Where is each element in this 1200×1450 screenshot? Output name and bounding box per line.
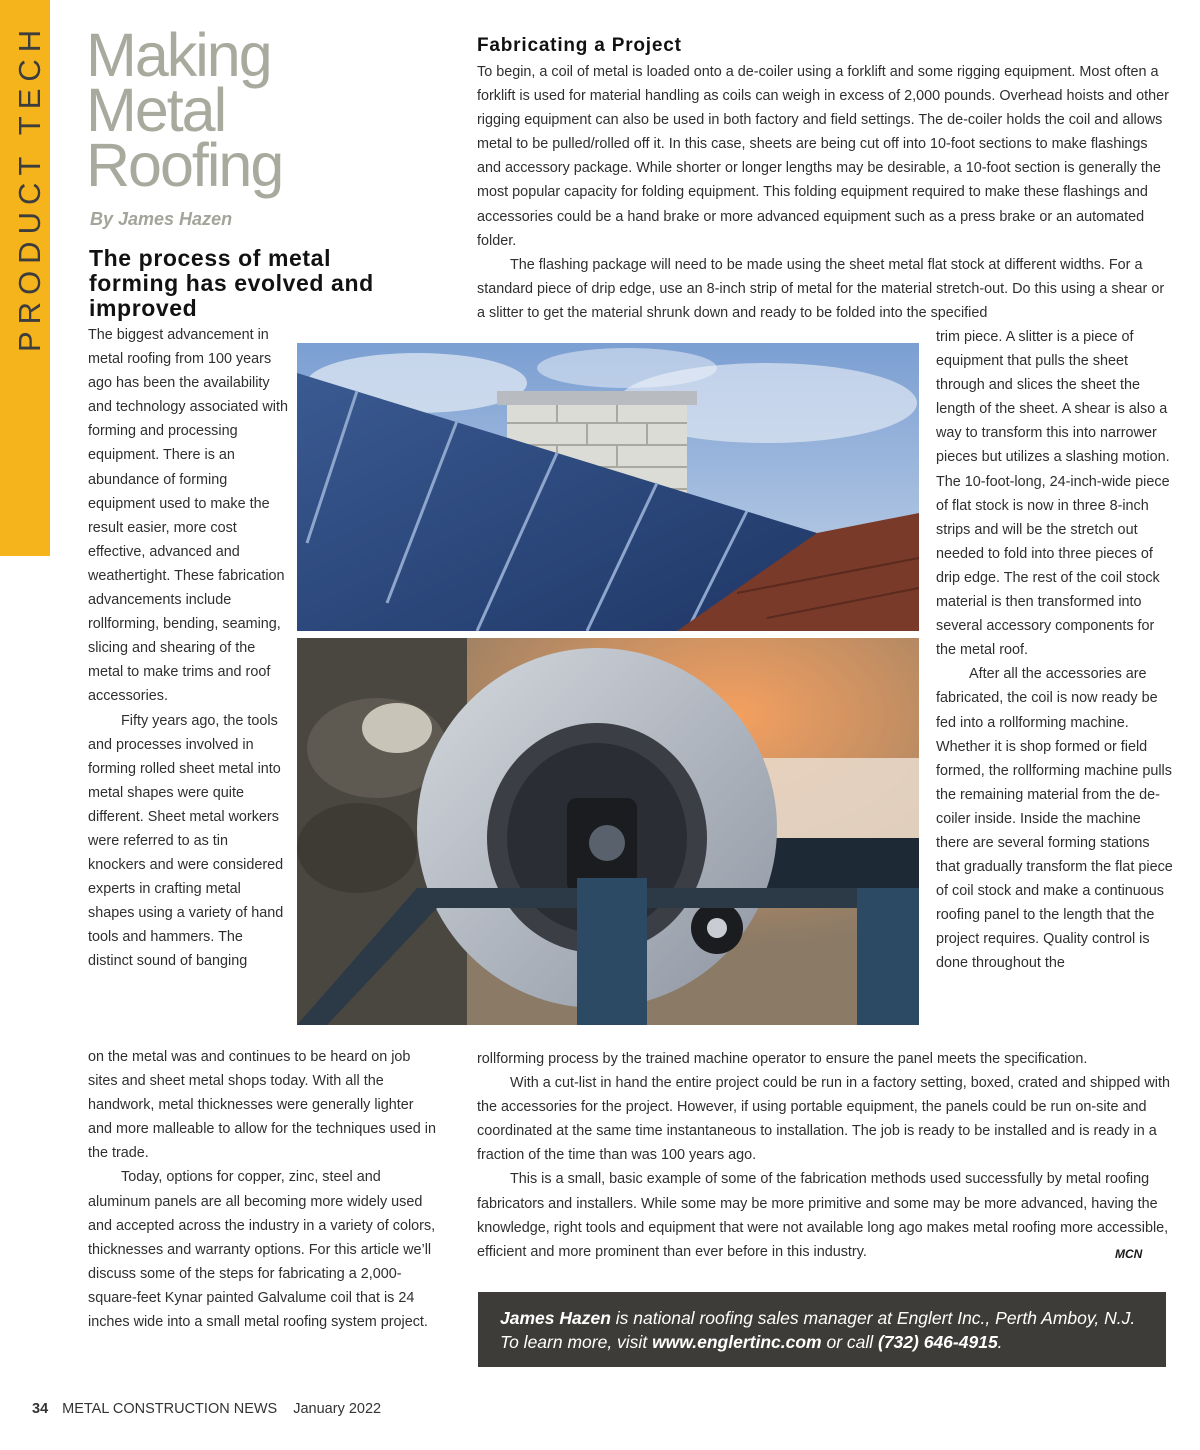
- svg-text:MCN: MCN: [1115, 1247, 1143, 1261]
- title-line: Roofing: [86, 131, 283, 199]
- title-line: Metal: [86, 76, 226, 144]
- author-bio-box: [478, 1292, 1166, 1367]
- section-heading: Fabricating a Project: [477, 35, 682, 56]
- title-line: Making: [86, 21, 271, 89]
- section-label: PRODUCT TECH: [12, 22, 47, 352]
- bio-part: or call: [821, 1332, 878, 1352]
- subhead: The process of metal forming has evolved and improved: [89, 245, 374, 321]
- bio-part: .: [997, 1332, 1003, 1352]
- left-column-narrow: [88, 323, 288, 974]
- page-footer: [32, 1401, 381, 1417]
- paragraph: This is a small, basic example of some of the fabrication methods used successfully by metal roofing fabricators and installers. While some may be more primitive and some may be more advanced, having the knowledge, right tools and equipment that were not available long ago makes metal roofing more accessible, efficient and more prominent than ever before in this industry.: [477, 1171, 1169, 1260]
- coil-photo: [297, 638, 919, 1025]
- paragraph: To begin, a coil of metal is loaded onto a de-coiler using a forklift and some rigging equipment. Most often a forklift is used for material handling as coils can weigh in excess of 2,000 pounds. Overhead hoists and other rigging equipment can also be used in both factory and field settings. The de-coiler holds the coil and allows metal to be pulled/rolled off it. In this case, sheets are being cut off into 10-foot sections to make flashings and accessory package. While shorter or longer lengths may be desirable, a 10-foot section is generally the most popular capacity for folding equipment. This folding equipment required to make these flashings and accessories could be a hand brake or more advanced equipment such as a press brake or an automated folder.: [477, 64, 1169, 249]
- byline: By James Hazen: [90, 209, 233, 229]
- paragraph: With a cut-list in hand the entire project could be run in a factory setting, boxed, crated and shipped with the accessories for the project. However, if using portable equipment, the panels could be run on-site and coordinated at the same time instantaneous to installation. The job is ready to be installed and is ready in a fraction of the time than was 100 years ago.: [477, 1075, 1170, 1164]
- author-name: James Hazen: [500, 1308, 611, 1328]
- right-column-narrow: [936, 325, 1176, 976]
- right-column-top: [477, 60, 1172, 325]
- coil-illustration: [297, 638, 919, 1025]
- roof-photo: [297, 343, 919, 631]
- mcn-end-mark: [1115, 1243, 1145, 1263]
- right-column-bottom: [477, 1047, 1172, 1264]
- author-bio-text: [500, 1306, 1150, 1354]
- publication-name: METAL CONSTRUCTION NEWS: [62, 1401, 278, 1417]
- paragraph: rollforming process by the trained machine operator to ensure the panel meets the specification.: [477, 1051, 1088, 1067]
- left-column-wide: [88, 1045, 438, 1334]
- page-number: 34: [32, 1401, 49, 1417]
- paragraph: on the metal was and continues to be heard on job sites and sheet metal shops today. With all the handwork, metal thicknesses were generally lighter and more malleable to allow for the techniques used in the trade.: [88, 1049, 436, 1162]
- roof-illustration: [297, 343, 919, 631]
- paragraph: After all the accessories are fabricated, the coil is now ready be fed into a rollforming machine. Whether it is shop formed or field formed, the rollforming machine pulls the remaining material from the de-coiler inside. Inside the machine there are several forming stations that gradually transform the flat piece of coil stock and make a continuous roofing panel to the length that the project requires. Quality control is done throughout the: [936, 666, 1173, 972]
- paragraph: The biggest advancement in metal roofing from 100 years ago has been the availability and technology associated with forming and processing equipment. There is an abundance of forming equipment used to make the result easier, more cost effective, advanced and weathertight. These fabrication advancements include rollforming, bending, seaming, slicing and shearing of the metal to make trims and roof accessories.: [88, 327, 289, 705]
- paragraph: The flashing package will need to be made using the sheet metal flat stock at different widths. For a standard piece of drip edge, use an 8-inch strip of metal for the material stretch-out. Do this using a shear or a slitter to get the material shrunk down and ready to be folded into the specified: [477, 256, 1165, 321]
- bio-part: is national roofing sales manager at Englert Inc., Perth Amboy, N.J. To learn more, visit: [500, 1308, 1136, 1352]
- issue-date: January 2022: [293, 1401, 382, 1417]
- bio-phone: (732) 646-4915: [878, 1332, 998, 1352]
- bio-website[interactable]: www.englertinc.com: [652, 1332, 822, 1352]
- paragraph: Fifty years ago, the tools and processes involved in forming rolled sheet metal into metal shapes were quite different. Sheet metal workers were referred to as tin knockers and were considered experts in crafting metal shapes using a variety of hand tools and hammers. The distinct sound of banging: [88, 712, 284, 970]
- article-title: [86, 21, 416, 199]
- paragraph: trim piece. A slitter is a piece of equipment that pulls the sheet through and slices the sheet the length of the sheet. A shear is also a way to transform this into narrower pieces but utilizes a slashing motion. The 10-foot-long, 24-inch-wide piece of flat stock is now in three 8-inch strips and will be the stretch out needed to fold into three pieces of drip edge. The rest of the coil stock material is then transformed into several accessory components for the metal roof.: [936, 329, 1170, 659]
- paragraph: Today, options for copper, zinc, steel and aluminum panels are all becoming more widely used and accepted across the industry in a variety of colors, thicknesses and warranty options. For this article we’ll discuss some of the steps for fabricating a 2,000-square-feet Kynar painted Galvalume coil that is 24 inches wide into a small metal roofing system project.: [88, 1169, 436, 1331]
